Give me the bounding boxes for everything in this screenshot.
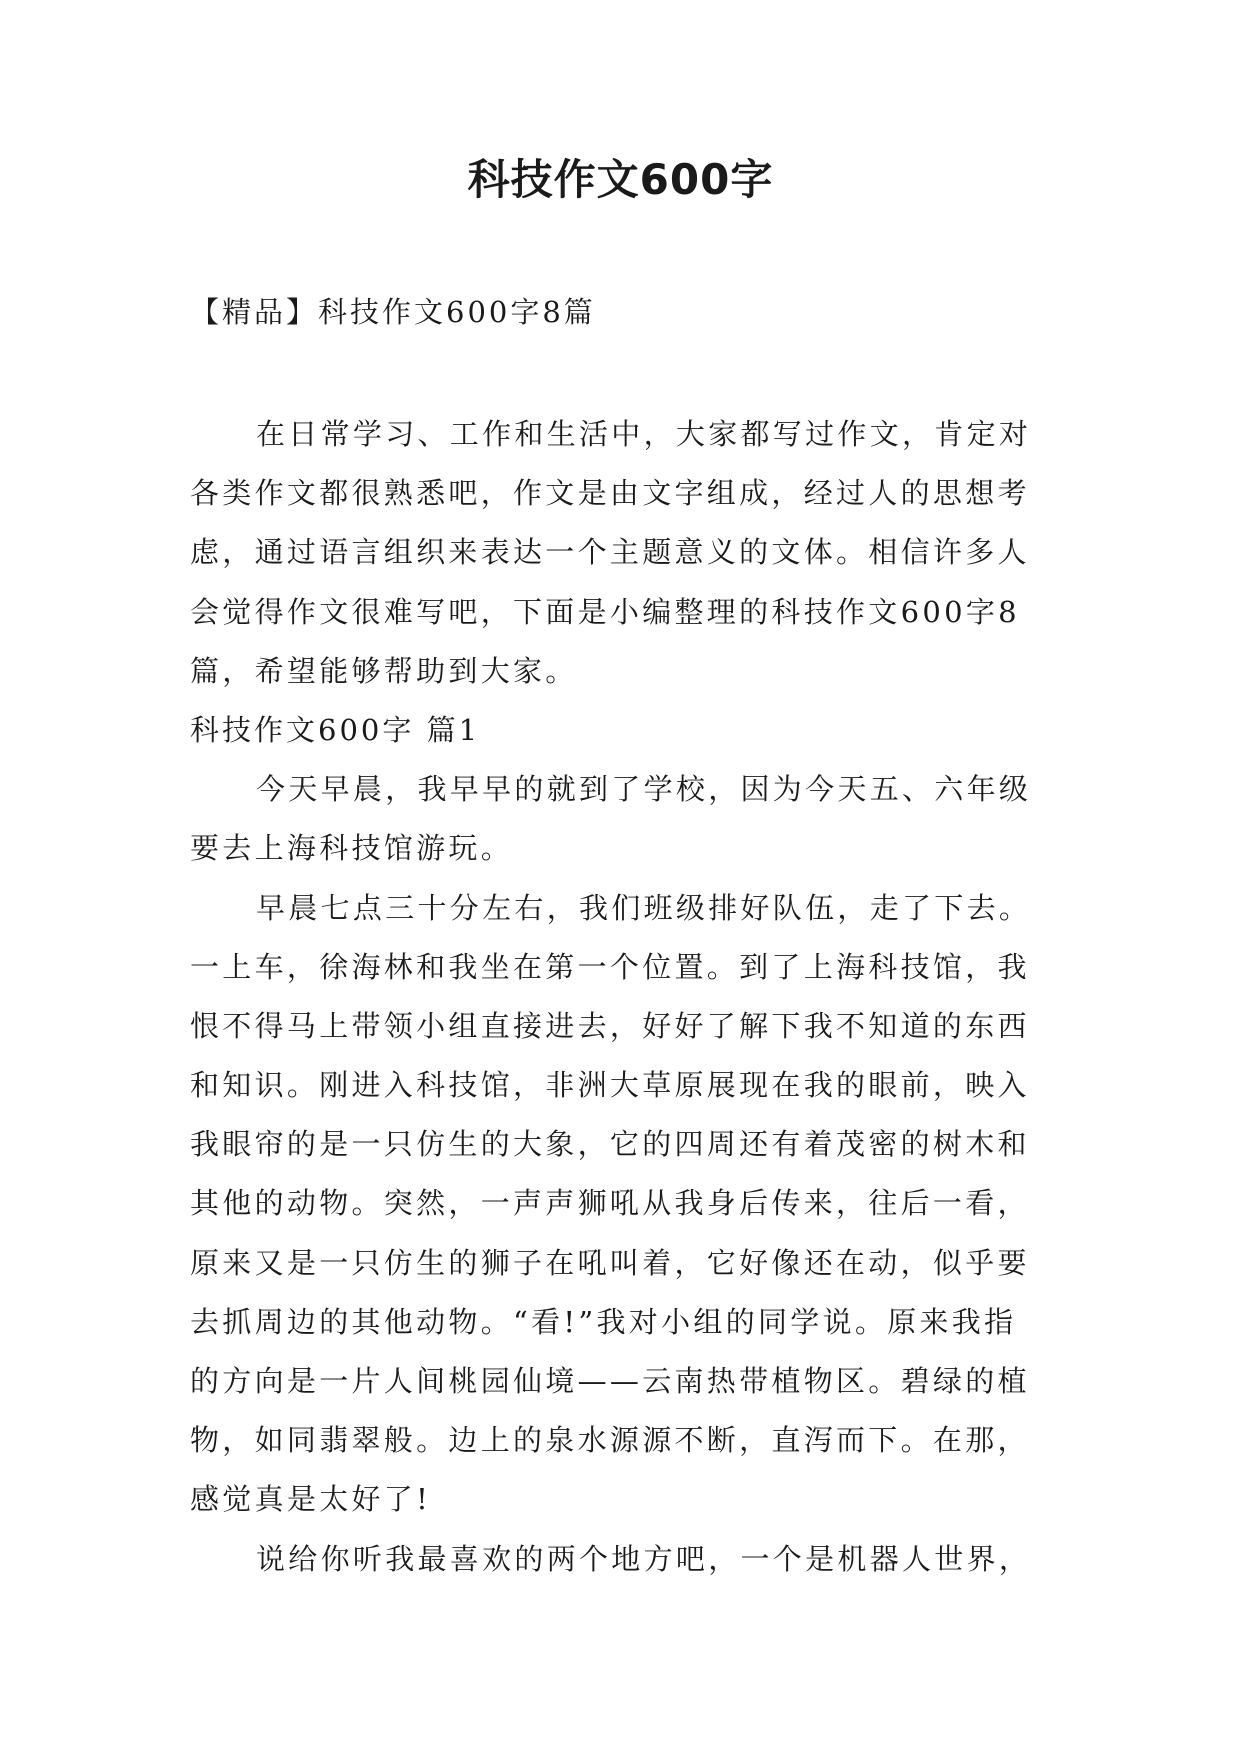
paragraph-line: 和知识。刚进入科技馆，非洲大草原展现在我的眼前，映入 <box>190 1068 1030 1103</box>
document-body <box>190 405 1070 1589</box>
paragraph-line: 我眼帘的是一只仿生的大象，它的四周还有着茂密的树木和 <box>190 1127 1030 1162</box>
paragraph-line: 物，如同翡翠般。边上的泉水源源不断，直泻而下。在那， <box>190 1423 1030 1458</box>
paragraph-line: 说给你听我最喜欢的两个地方吧，一个是机器人世界， <box>256 1541 1032 1576</box>
section-heading: 科技作文600字 篇1 <box>190 712 481 747</box>
paragraph-line: 其他的动物。突然，一声声狮吼从我身后传来，往后一看， <box>190 1186 1030 1221</box>
paragraph-line: 各类作文都很熟悉吧，作文是由文字组成，经过人的思想考 <box>190 476 1030 511</box>
paragraph-line: 要去上海科技馆游玩。 <box>190 831 514 866</box>
paragraph-line: 一上车，徐海林和我坐在第一个位置。到了上海科技馆，我 <box>190 949 1030 984</box>
paragraph-line: 早晨七点三十分左右，我们班级排好队伍，走了下去。 <box>256 890 1032 925</box>
paragraph-line: 在日常学习、工作和生活中，大家都写过作文，肯定对 <box>256 417 1032 451</box>
paragraph-line: 原来又是一只仿生的狮子在吼叫着，它好像还在动，似乎要 <box>190 1245 1030 1280</box>
paragraph-line: 篇，希望能够帮助到大家。 <box>190 653 578 688</box>
paragraph-line: 会觉得作文很难写吧，下面是小编整理的科技作文600字8 <box>190 594 1020 629</box>
paragraph-line: 去抓周边的其他动物。“看!”我对小组的同学说。原来我指 <box>190 1304 1017 1339</box>
paragraph-line: 今天早晨，我早早的就到了学校，因为今天五、六年级 <box>256 772 1032 807</box>
paragraph-line: 的方向是一片人间桃园仙境——云南热带植物区。碧绿的植 <box>190 1364 1030 1398</box>
paragraph-line: 虑，通过语言组织来表达一个主题意义的文体。相信许多人 <box>190 535 1030 570</box>
document-title: 科技作文600字 <box>467 155 774 204</box>
document-subtitle: 【精品】科技作文600字8篇 <box>190 295 596 329</box>
paragraph-line: 恨不得马上带领小组直接进去，好好了解下我不知道的东西 <box>190 1008 1030 1043</box>
paragraph-line: 感觉真是太好了! <box>190 1482 432 1517</box>
